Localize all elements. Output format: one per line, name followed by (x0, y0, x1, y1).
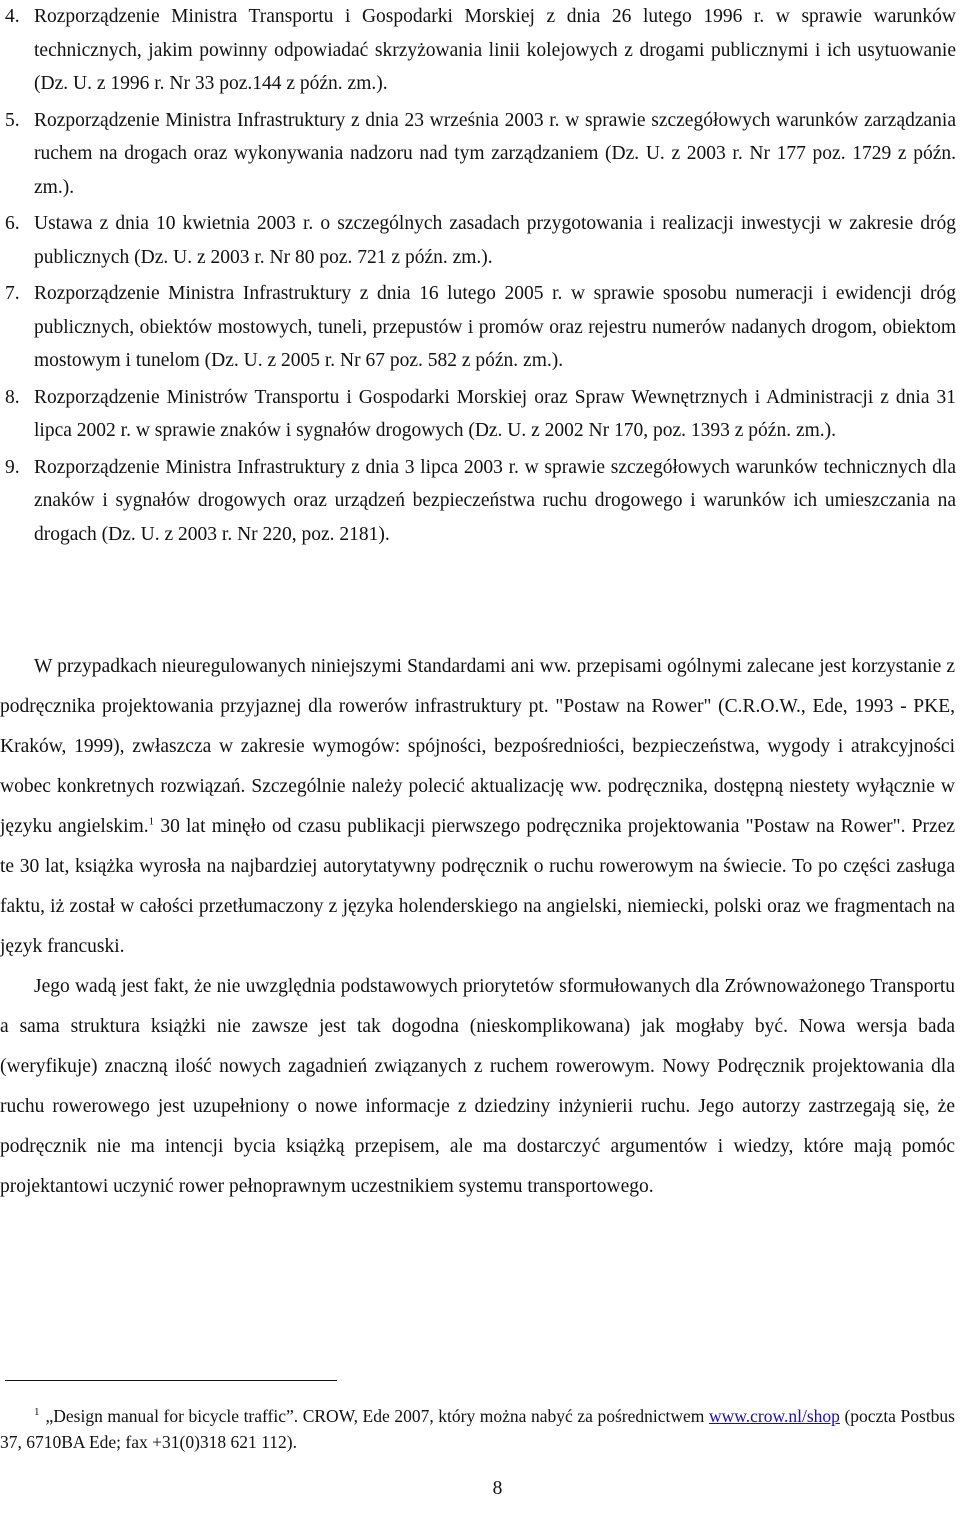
list-item-number: 6. (5, 213, 20, 234)
list-item (0, 451, 960, 552)
paragraph-manual-critique: Jego wadą jest fakt, że nie uwzględnia podstawowych priorytetów sformułowanych dla Zrównoważonego Transportu a sama struktura książki nie zawsze jest tak dogodna (nieskomplikowana) jak mogłaby być. Nowa wersja bada (weryfikuje) znaczną ilość nowych zagadnień związanych z ruchem rowerowym. Nowy Podręcznik projektowania dla ruchu rowerowego jest uzupełniony o nowe informacje z dziedziny inżynierii ruchu. Jego autorzy zastrzegają się, że podręcznik nie ma intencji bycia książką przepisem, ale ma dostarczyć argumentów i wiedzy, które mają pomóc projektantowi uczynić rower pełnoprawnym uczestnikiem systemu transportowego. (0, 976, 955, 1197)
list-item-number: 5. (5, 109, 20, 131)
list-item-text: Rozporządzenie Ministra Infrastruktury z dnia 16 lutego 2005 r. w sprawie sposobu numeracji i ewidencji dróg publicznych, obiektów mostowych, tuneli, przepustów i promów oraz rejestru numerów nadanych drogom, obiektom mostowym i tunelom (Dz. U. z 2005 r. Nr 67 poz. 582 z późn. zm.). (34, 283, 956, 371)
footnote-reference[interactable]: 1 (148, 815, 155, 828)
footnote-text: (poczta Postbus 37, 6710BA Ede; fax +31(0)318 621 112). (0, 1406, 955, 1452)
list-item (0, 277, 960, 378)
crow-shop-link[interactable]: www.crow.nl/shop (708, 1406, 840, 1426)
page-number: 8 (492, 1478, 503, 1499)
paragraph-postaw-na-rower (0, 647, 955, 967)
list-item-text: Rozporządzenie Ministra Infrastruktury z dnia 23 września 2003 r. w sprawie szczegółowych warunków zarządzania ruchem na drogach oraz wykonywania nadzoru nad tym zarządzaniem (Dz. U. z 2003 r. Nr 177 poz. 1729 z późn. zm.). (34, 109, 956, 198)
list-item-number: 9. (5, 456, 20, 478)
paragraph-text: W przypadkach nieuregulowanych niniejszymi Standardami ani ww. przepisami ogólnymi zalecane jest korzystanie z podręcznika projektowania przyjaznej dla rowerów infrastruktury pt. "Postaw na Rower" (C.R.O.W., Ede, 1993 - PKE, Kraków, 1999), zwłaszcza w zakresie wymogów: spójności, bezpośredniości, bezpieczeństwa, wygody i atrakcyjności wobec konkretnych rozwiązań. Szczególnie należy polecić aktualizację ww. podręcznika, dostępną niestety wyłącznie w języku angielskim. (0, 656, 955, 837)
list-item (0, 104, 960, 205)
list-item-text: Rozporządzenie Ministrów Transportu i Gospodarki Morskiej oraz Spraw Wewnętrznych i Administracji z dnia 31 lipca 2002 r. w sprawie znaków i sygnałów drogowych (Dz. U. z 2002 Nr 170, poz. 1393 z późn. zm.). (34, 386, 956, 441)
paragraph-text: 30 lat minęło od czasu publikacji pierwszego podręcznika projektowania "Postaw na Rower". Przez te 30 lat, książka wyrosła na najbardziej autorytatywny podręcznik o ruchu rowerowym na świecie. To po części zasługa faktu, iż został w całości przetłumaczony z języka holenderskiego na angielski, niemiecki, polski oraz we fragmentach na język francuski. (0, 816, 955, 957)
footnote-divider (5, 1380, 337, 1381)
list-item-text: Ustawa z dnia 10 kwietnia 2003 r. o szczególnych zasadach przygotowania i realizacji inwestycji w zakresie dróg publicznych (Dz. U. z 2003 r. Nr 80 poz. 721 z późn. zm.). (34, 213, 956, 268)
list-item (0, 381, 960, 448)
legal-references-list (0, 0, 960, 554)
footnote (0, 1403, 955, 1455)
list-item-number: 4. (5, 6, 20, 27)
footnote-mark: 1 (34, 1406, 40, 1419)
list-item-number: 8. (5, 386, 20, 408)
list-item-text: Rozporządzenie Ministra Transportu i Gospodarki Morskiej z dnia 26 lutego 1996 r. w sprawie warunków technicznych, jakim powinny odpowiadać skrzyżowania linii kolejowych z drogami publicznymi i ich usytuowanie (Dz. U. z 1996 r. Nr 33 poz.144 z późn. zm.). (34, 6, 956, 94)
list-item (0, 0, 960, 101)
footnote-text: „Design manual for bicycle traffic”. CROW, Ede 2007, który można nabyć za pośrednictwem (45, 1406, 709, 1426)
body-text (0, 647, 955, 1207)
list-item (0, 207, 960, 274)
list-item-text: Rozporządzenie Ministra Infrastruktury z dnia 3 lipca 2003 r. w sprawie szczegółowych warunków technicznych dla znaków i sygnałów drogowych oraz urządzeń bezpieczeństwa ruchu drogowego i warunków ich umieszczania na drogach (Dz. U. z 2003 r. Nr 220, poz. 2181). (34, 456, 956, 545)
list-item-number: 7. (5, 283, 20, 304)
